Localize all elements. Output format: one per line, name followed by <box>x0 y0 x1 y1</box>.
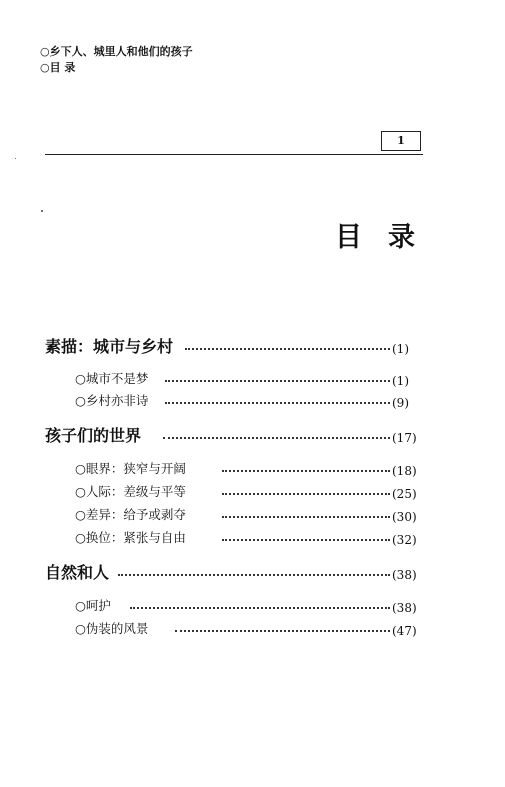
dot-leader <box>222 516 390 518</box>
page-title <box>335 215 415 254</box>
toc-section-title: ○城市不是梦 <box>75 368 150 390</box>
dot-leader <box>118 574 390 576</box>
running-header-book-title: ○乡下人、城里人和他们的孩子 <box>40 45 193 58</box>
toc-section-row <box>0 368 505 390</box>
toc-section-title: ○伪装的风景 <box>75 618 150 640</box>
dot-leader <box>175 630 390 632</box>
toc-page-number: (18) <box>392 464 417 478</box>
dot-leader <box>222 470 390 472</box>
dot-leader <box>165 402 390 404</box>
page-title-char-1: 目 <box>335 222 362 253</box>
toc-section-row <box>0 618 505 640</box>
toc-page-number: (38) <box>392 601 417 615</box>
toc-section-row <box>0 504 505 526</box>
toc-section-row <box>0 481 505 503</box>
toc-section-row <box>0 527 505 549</box>
toc-section-title: ○人际：差级与平等 <box>75 481 188 503</box>
running-header-section: ○目 录 <box>40 61 76 74</box>
dot-leader <box>130 607 390 609</box>
dot-leader <box>165 380 390 382</box>
toc-section-title: ○眼界：狭窄与开阔 <box>75 458 188 480</box>
toc-page-number: (32) <box>392 533 417 547</box>
toc-page-number: (25) <box>392 487 417 501</box>
toc-section-title: ○呵护 <box>75 595 113 617</box>
dot-leader <box>222 539 390 541</box>
scan-speck <box>15 158 16 159</box>
toc-page-number: (1) <box>392 374 409 388</box>
toc-page-number: (38) <box>392 568 417 582</box>
toc-chapter-title: 孩子们的世界 <box>45 426 142 445</box>
toc-page-number: (1) <box>392 342 409 356</box>
running-header <box>40 44 193 76</box>
toc-section-row <box>0 595 505 617</box>
toc-section-row <box>0 390 505 412</box>
page-title-char-2: 录 <box>388 222 415 253</box>
toc-page-number: (30) <box>392 510 417 524</box>
toc-section-row <box>0 458 505 480</box>
toc-page-number: (9) <box>392 396 409 410</box>
header-rule <box>45 154 423 155</box>
toc-chapter-title: 自然和人 <box>45 563 110 582</box>
toc-page-number: (47) <box>392 624 417 638</box>
toc-chapter-row <box>0 562 505 584</box>
toc-section-title: ○乡村亦非诗 <box>75 390 150 412</box>
dot-leader <box>163 437 390 439</box>
toc-page-number: (17) <box>392 431 417 445</box>
dot-leader <box>185 348 390 350</box>
dot-leader <box>222 493 390 495</box>
toc-section-title: ○换位：紧张与自由 <box>75 527 188 549</box>
scan-speck <box>41 210 43 212</box>
toc-section-title: ○差异：给予或剥夺 <box>75 504 188 526</box>
page-number-box: 1 <box>381 131 421 151</box>
toc-chapter-row <box>0 425 505 447</box>
toc-chapter-row <box>0 336 505 358</box>
toc-chapter-title: 素描：城市与乡村 <box>45 337 174 356</box>
